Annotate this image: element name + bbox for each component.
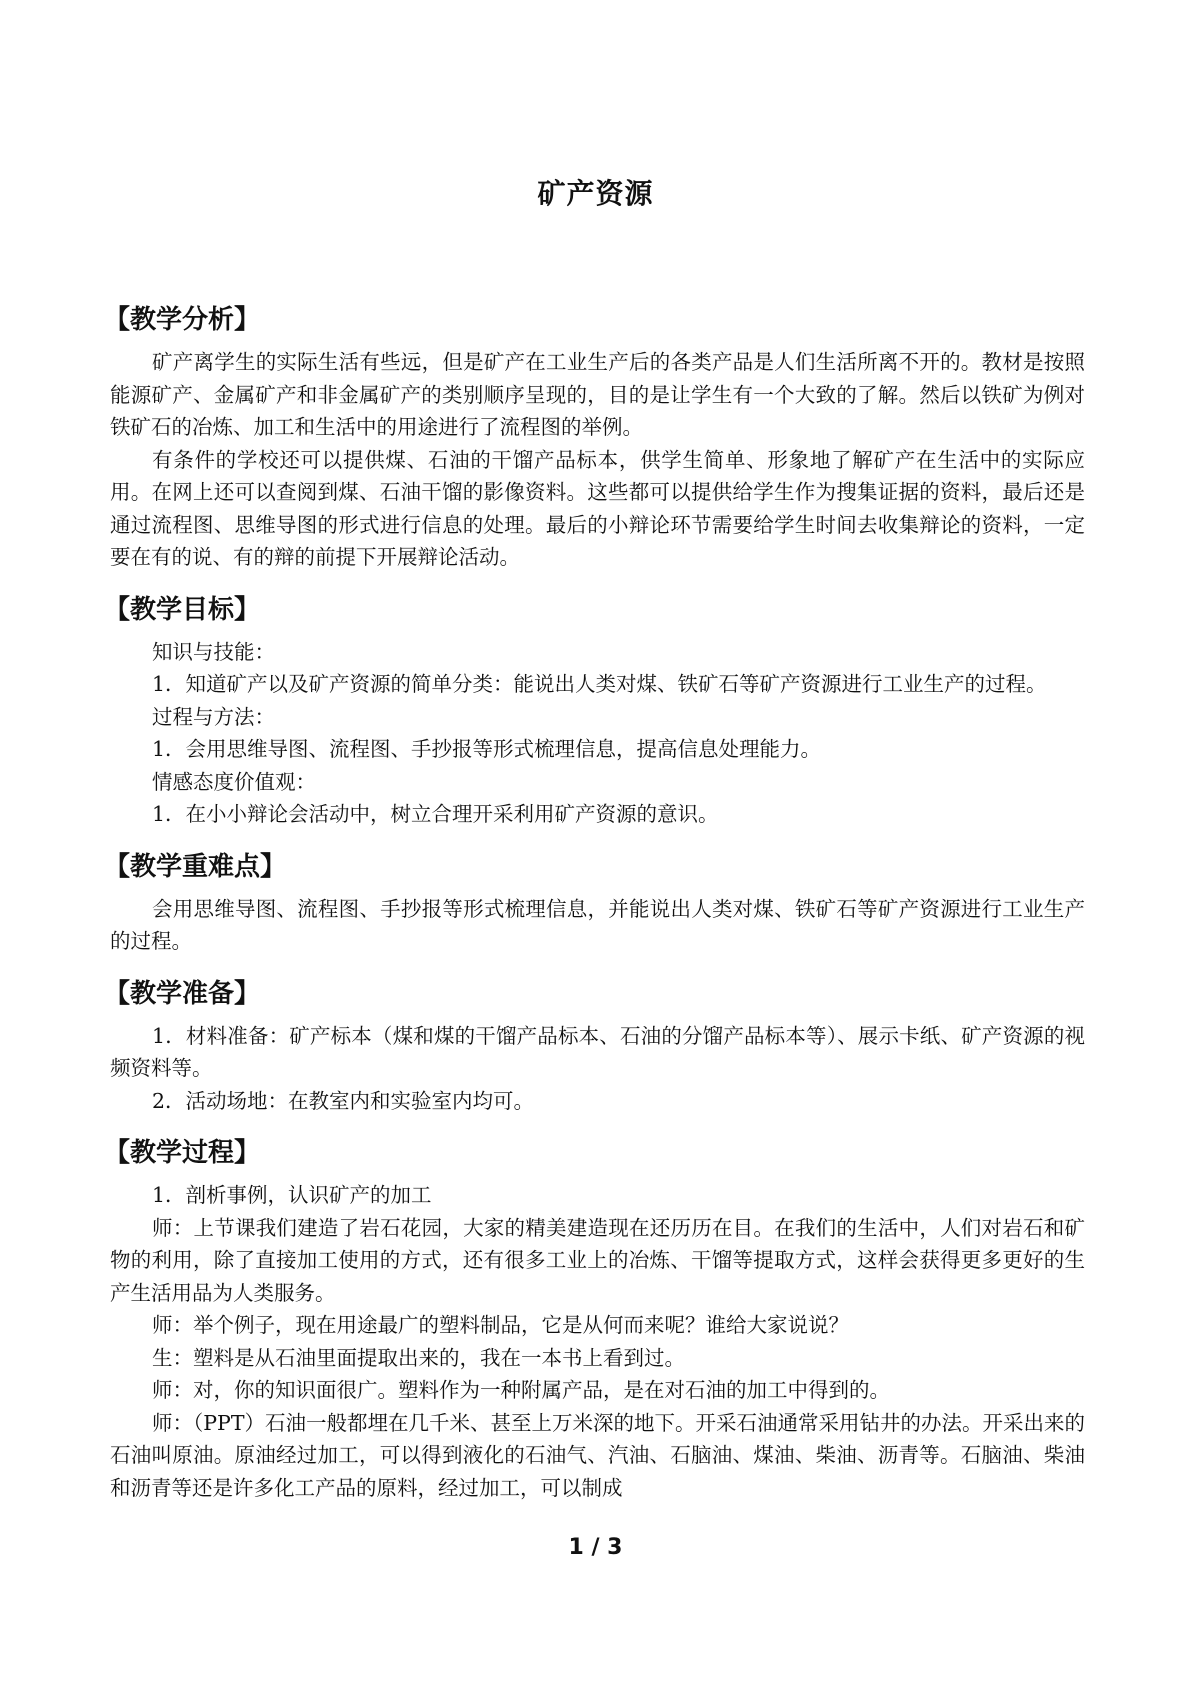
paragraph: 矿产离学生的实际生活有些远，但是矿产在工业生产后的各类产品是人们生活所离不开的。教材是按照能源矿产、金属矿产和非金属矿产的类别顺序呈现的，目的是让学生有一个大致的了解。然后以铁矿为例对铁矿石的冶炼、加工和生活中的用途进行了流程图的举例。	[110, 350, 1085, 439]
paragraph: 1．剖析事例，认识矿产的加工	[152, 1183, 432, 1207]
paragraph: 师：举个例子，现在用途最广的塑料制品，它是从何而来呢？谁给大家说说？	[152, 1313, 849, 1337]
section-heading: 【教学分析】	[104, 305, 261, 335]
section-teaching-preparation	[104, 974, 1085, 1118]
paragraph: 1．在小小辩论会活动中，树立合理开采利用矿产资源的意识。	[152, 802, 719, 826]
section-heading: 【教学准备】	[104, 978, 261, 1009]
section-heading: 【教学目标】	[104, 594, 261, 625]
paragraph: 2．活动场地：在教室内和实验室内均可。	[152, 1088, 535, 1113]
paragraph: 师：上节课我们建造了岩石花园，大家的精美建造现在还历历在目。在我们的生活中，人们对岩石和矿物的利用，除了直接加工使用的方式，还有很多工业上的冶炼、干馏等提取方式，这样会获得更多更好的生产生活用品为人类服务。	[110, 1215, 1085, 1305]
section-heading: 【教学过程】	[104, 1138, 261, 1168]
section-key-difficulties	[104, 847, 1085, 958]
document-title: 矿产资源	[537, 177, 654, 210]
paragraph: 1．会用思维导图、流程图、手抄报等形式梳理信息，提高信息处理能力。	[152, 737, 822, 761]
paragraph: 有条件的学校还可以提供煤、石油的干馏产品标本，供学生简单、形象地了解矿产在生活中的实际应用。在网上还可以查阅到煤、石油干馏的影像资料。这些都可以提供给学生作为搜集证据的资料，最后还是通过流程图、思维导图的形式进行信息的处理。最后的小辩论环节需要给学生时间去收集辩论的资料，一定要在有的说、有的辩的前提下开展辩论活动。	[110, 447, 1085, 569]
section-teaching-goals	[104, 590, 1085, 831]
paragraph: 过程与方法：	[152, 704, 275, 729]
page-number: 1 / 3	[568, 1535, 623, 1560]
paragraph: 师：对，你的知识面很广。塑料作为一种附属产品，是在对石油的加工中得到的。	[152, 1378, 890, 1402]
paragraph: 知识与技能：	[152, 639, 275, 664]
paragraph: 会用思维导图、流程图、手抄报等形式梳理信息，并能说出人类对煤、铁矿石等矿产资源进行工业生产的过程。	[110, 896, 1085, 953]
section-heading: 【教学重难点】	[104, 851, 287, 882]
document-body	[104, 300, 1086, 1504]
paragraph: 1．知道矿产以及矿产资源的简单分类：能说出人类对煤、铁矿石等矿产资源进行工业生产的过程。	[152, 672, 1047, 696]
paragraph: 情感态度价值观：	[152, 769, 316, 794]
paragraph: 1．材料准备：矿产标本（煤和煤的干馏产品标本、石油的分馏产品标本等）、展示卡纸、矿产资源的视频资料等。	[110, 1023, 1085, 1080]
paragraph: 师：（PPT）石油一般都埋在几千米、甚至上万米深的地下。开采石油通常采用钻井的办法。开采出来的石油叫原油。原油经过加工，可以得到液化的石油气、汽油、石脑油、煤油、柴油、沥青等。石脑油、柴油和沥青等还是许多化工产品的原料，经过加工，可以制成	[110, 1410, 1086, 1500]
section-teaching-process	[104, 1133, 1086, 1504]
paragraph: 生：塑料是从石油里面提取出来的，我在一本书上看到过。	[152, 1345, 685, 1370]
section-teaching-analysis	[104, 300, 1085, 574]
